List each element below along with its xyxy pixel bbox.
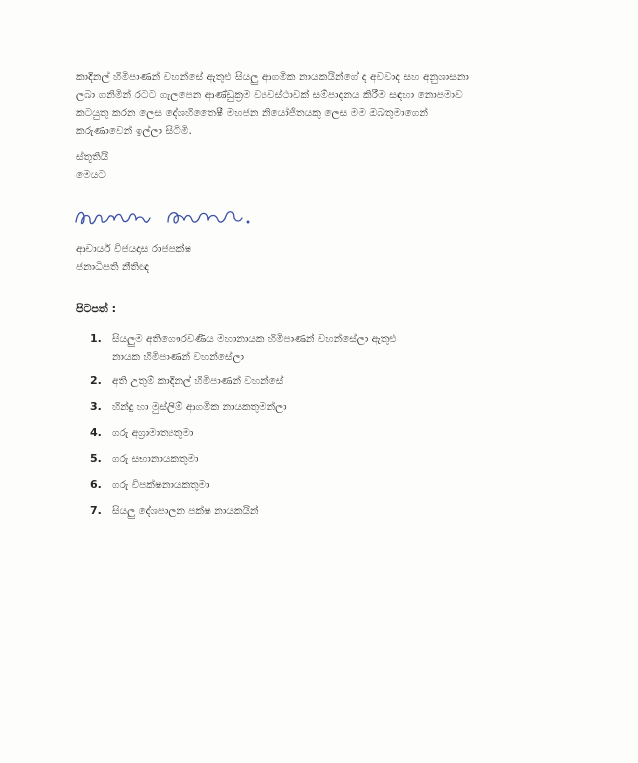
list-item — [84, 476, 504, 494]
paragraph-line: කරුණාවෙන් ඉල්ලා සිටිමි. — [76, 125, 192, 137]
paragraph-line: කටයුතු කරන ලෙස දේශහිතෛෂී මහජන නියෝජිතයකු ලෙස මම ඔබතුමාගෙන් — [76, 107, 429, 119]
list-item-number: 2. — [90, 374, 102, 387]
paragraph-line: ලබා ගනිමින් රටට ගැලපෙන ආණ්ඩුක්‍රම ව්‍යවස්ථාවක් සම්පාදනය කිරීම සඳහා නොපමාව — [76, 89, 463, 101]
list-item-text: ගරු අග්‍රාමාත්‍යතුමා — [112, 427, 194, 439]
list-item-text: ගරු සභානායකතුමා — [112, 453, 199, 465]
list-item-text: අති උතුම් කාදිනල් හිමිපාණන් වහන්සේ — [112, 375, 284, 387]
list-item-number: 1. — [90, 332, 102, 345]
list-item — [84, 502, 504, 520]
handwritten-signature — [70, 202, 270, 236]
letter-body-paragraph — [76, 68, 554, 140]
closing-yours: මෙයට — [76, 169, 106, 181]
paragraph-line: කාදිනල් හිමිපාණන් වහන්සේ ඇතුළු සියලු ආගමික නායකයින්ගේ ද අවවාද සහ අනුශාසනා — [76, 71, 469, 83]
list-item — [84, 450, 504, 468]
list-item-number: 7. — [90, 504, 102, 517]
list-item-text: සියලුම අතිගෞරවණීය මහානායක හිමිපාණන් වහන්සේලා ඇතුළු — [112, 333, 397, 345]
list-item-text: සියලු දේශපාලන පක්ෂ නායකයින් — [112, 505, 259, 517]
list-item — [84, 398, 504, 416]
copies-list — [84, 330, 504, 520]
list-item-number: 4. — [90, 426, 102, 439]
signer-name: ආචාර්ය විජයදාස රාජපක්ෂ — [76, 243, 192, 255]
list-item-text: ගරු විපක්ෂනායකතුමා — [112, 479, 210, 491]
list-item — [84, 330, 504, 366]
list-item-number: 6. — [90, 478, 102, 491]
signer-title: ජනාධිපති නීතිඥ — [76, 261, 150, 273]
closing-thanks: ස්තූතියි — [76, 151, 109, 163]
list-item-number: 5. — [90, 452, 102, 465]
copies-heading: පිටපත් : — [76, 302, 116, 315]
list-item-number: 3. — [90, 400, 102, 413]
list-item-text: හින්දු හා මුස්ලිම් ආගමික නායකතුමන්ලා — [112, 401, 287, 413]
list-item — [84, 372, 504, 390]
list-item-text: නායක හිමිපාණන් වහන්සේලා — [112, 351, 244, 363]
list-item — [84, 424, 504, 442]
